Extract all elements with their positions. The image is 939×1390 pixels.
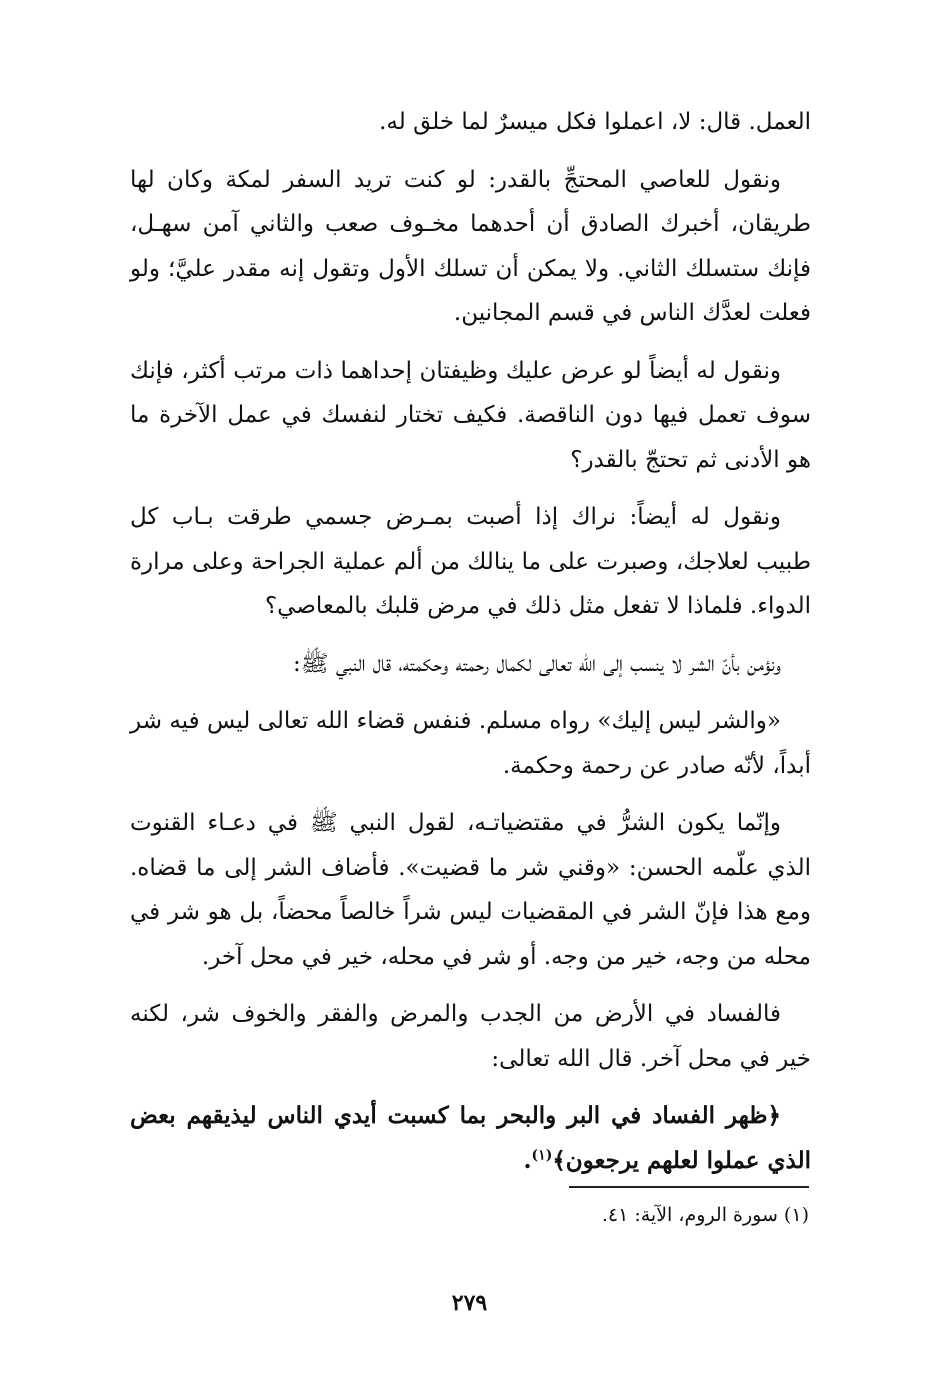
page-number: ٢٧٩ [451,1290,488,1316]
quran-verse: ﴿ظهر الفساد في البر والبحر بما كسبت أيدي الناس ليذيقهم بعض الذي عملوا لعلهم يرجعون﴾$^{(١)}$. [130,1102,811,1174]
paragraph-6: «والشر ليس إليك» رواه مسلم. فنفس قضاء الله تعالى ليس فيه شر أبداً، لأنّه صادر عن رحمة وحكمة. [130,708,811,779]
main-text [130,100,811,1196]
footnote-divider [569,1186,809,1188]
paragraph-3: ونقول له أيضاً لو عرض عليك وظيفتان إحداهما ذات مرتب أكثر، فإنك سوف تعمل فيها دون الناقصة. فكيف تختار لنفسك في عمل الآخرة ما هو الأدنى ثم تحتجّ بالقدر؟ [130,357,811,473]
verse-text: ﴿ظهر الفساد في البر والبحر بما كسبت أيدي الناس ليذيقهم بعض الذي عملوا لعلهم يرجعون﴾ [130,1102,811,1174]
footnote-marker: (١) [531,1146,553,1163]
footnote: (١) سورة الروم، الآية: ٤١. [601,1204,809,1226]
paragraph-8: فالفساد في الأرض من الجدب والمرض والفقر والخوف شر، لكنه خير في محل آخر. قال الله تعالى: [130,1001,811,1072]
paragraph-4: ونقول له أيضاً: نراك إذا أصبت بمـرض جسمي طرقت بـاب كل طبيب لعلاجك، وصبرت على ما ينالك من ألم عملية الجراحة وعلى مرارة الدواء. فلماذا لا تفعل مثل ذلك في مرض قلبك بالمعاصي؟ [130,504,811,619]
paragraph-2: ونقول للعاصي المحتجِّ بالقدر: لو كنت تريد السفر لمكة وكان لها طريقان، أخبرك الصادق أن أحدهما مخـوف صعب والثاني آمن سهـل، فإنك ستسلك الثاني. ولا يمكن أن تسلك الأول وتقول إنه مقدر عليَّ؛ ولو فعلت لعدَّك الناس في قسم المجانين. [130,166,811,326]
paragraph-1: العمل. قال: لا، اعملوا فكل ميسرٌ لما خلق له. [379,109,811,135]
paragraph-7: وإنّما يكون الشرُّ في مقتضياتـه، لقول النبي ﷺ في دعـاء القنوت الذي علّمه الحسن: «وقني شر ما قضيت». فأضاف الشر إلى ما قضاه. ومع هذا فإنّ الشر في المقضيات ليس شراً خالصاً محضاً، بل هو شر في محله من وجه، خير من وجه. أو شر في محله، خير في محل آخر. [130,810,811,970]
paragraph-5: ونؤمن بأنّ الشر لا ينسب إلى الله تعالى لكمال رحمته وحكمته، قال النبي ﷺ: [293,650,781,677]
